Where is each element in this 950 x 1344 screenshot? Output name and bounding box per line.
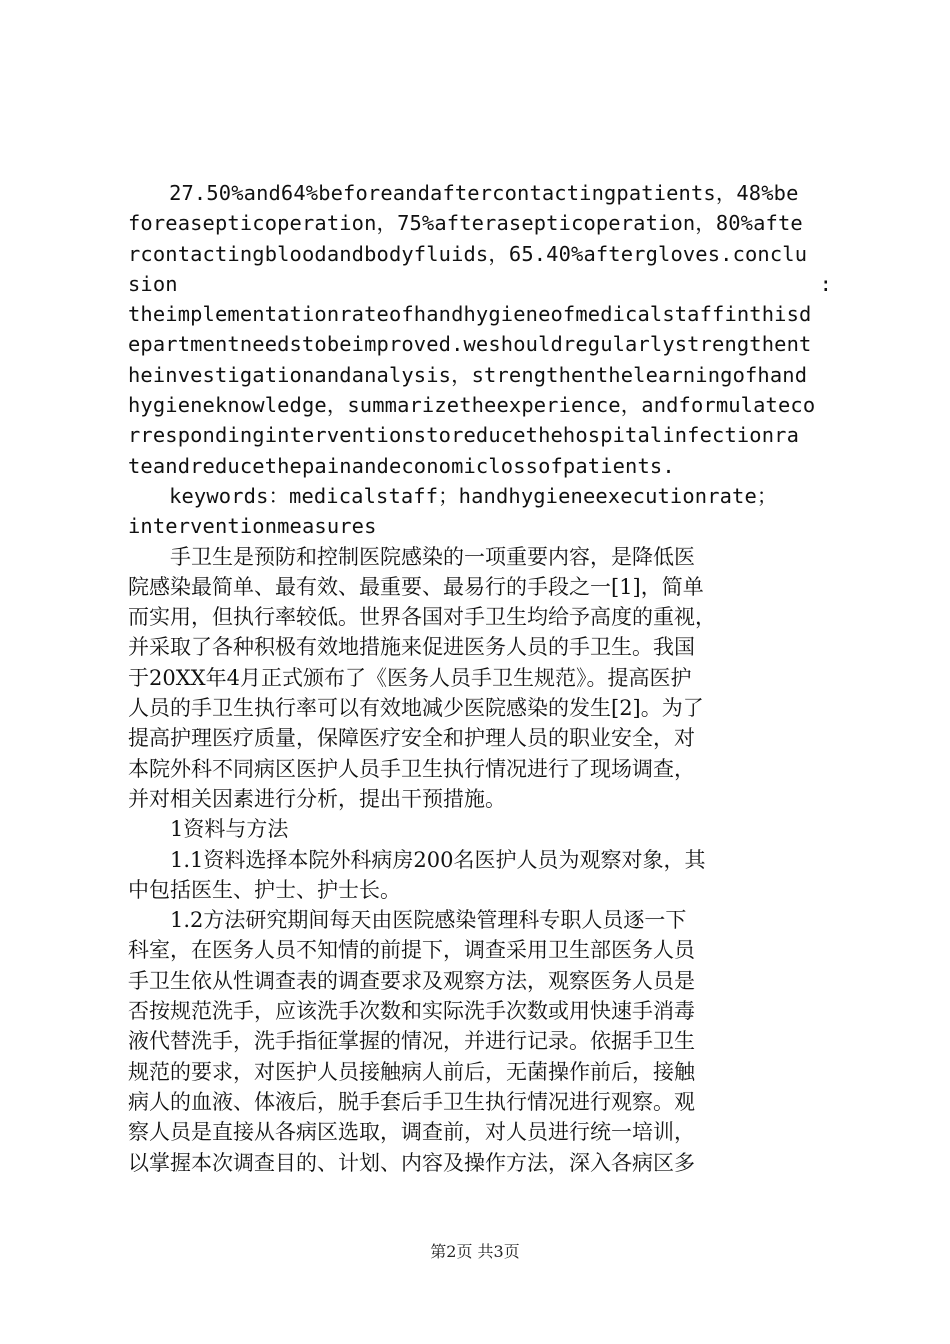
text-line: 提高护理医疗质量，保障医疗安全和护理人员的职业安全，对 [128,726,695,751]
text-line: 否按规范洗手，应该洗手次数和实际洗手次数或用快速手消毒 [128,999,695,1024]
text-line: hygieneknowledge，summarizetheexperience，andformulateco [128,393,816,418]
text-line: 1.2方法研究期间每天由医院感染管理科专职人员逐一下 [128,908,687,933]
keywords-line: keywords：medicalstaff；handhygieneexecutionrate； [128,483,778,508]
text-line: rcontactingbloodandbodyfluids，65.40%aftergloves.conclu [128,241,808,266]
text-line: 规范的要求，对医护人员接触病人前后，无菌操作前后，接触 [128,1059,695,1084]
text-line-split [128,269,832,299]
text-line: heinvestigationandanalysis，strengthenthelearningofhand [128,362,808,387]
text-fragment: sion [128,271,178,296]
text-line: 以掌握本次调查目的、计划、内容及操作方法，深入各病区多 [128,1150,695,1175]
text-line: theimplementationrateofhandhygieneofmedicalstaffinthisd [128,302,812,327]
text-fragment: : [819,271,832,296]
text-line: foreasepticoperation，75%afterasepticoperation，80%afte [128,211,803,236]
text-line: 察人员是直接从各病区选取，调查前，对人员进行统一培训， [128,1120,695,1145]
text-line: 液代替洗手，洗手指征掌握的情况，并进行记录。依据手卫生 [128,1029,695,1054]
text-line: 27.50%and64%beforeandaftercontactingpatients，48%be [128,181,799,205]
text-line: 人员的手卫生执行率可以有效地减少医院感染的发生[2]。为了 [128,696,704,721]
text-line: 手卫生依从性调查表的调查要求及观察方法，观察医务人员是 [128,968,695,993]
text-line: 科室，在医务人员不知情的前提下，调查采用卫生部医务人员 [128,938,695,963]
text-line: 而实用，但执行率较低。世界各国对手卫生均给予高度的重视， [128,605,716,630]
text-line: 院感染最简单、最有效、最重要、最易行的手段之一[1]，简单 [128,574,704,599]
text-line: 病人的血液、体液后，脱手套后手卫生执行情况进行观察。观 [128,1089,695,1114]
text-line: rrespondinginterventionstoreducethehospitalinfectionra [128,423,800,448]
text-line: 手卫生是预防和控制医院感染的一项重要内容，是降低医 [128,544,695,569]
body-text [128,178,832,1178]
text-line: 1.1资料选择本院外科病房200名医护人员为观察对象，其 [128,847,706,872]
keywords-line: interventionmeasures [128,514,377,539]
section-heading: 1资料与方法 [128,817,289,842]
text-line: teandreducethepainandeconomiclossofpatients. [128,453,675,478]
text-line: 本院外科不同病区医护人员手卫生执行情况进行了现场调查， [128,756,695,781]
text-line: epartmentneedstobeimproved.weshouldregularlystrengthent [128,332,812,357]
text-line: 中包括医生、护士、护士长。 [128,877,401,902]
page-footer: 第2页 共3页 [430,1242,520,1261]
text-line: 于20XX年4月正式颁布了《医务人员手卫生规范》。提高医护 [128,665,692,690]
text-line: 并采取了各种积极有效地措施来促进医务人员的手卫生。我国 [128,635,695,660]
text-line: 并对相关因素进行分析，提出干预措施。 [128,786,506,811]
